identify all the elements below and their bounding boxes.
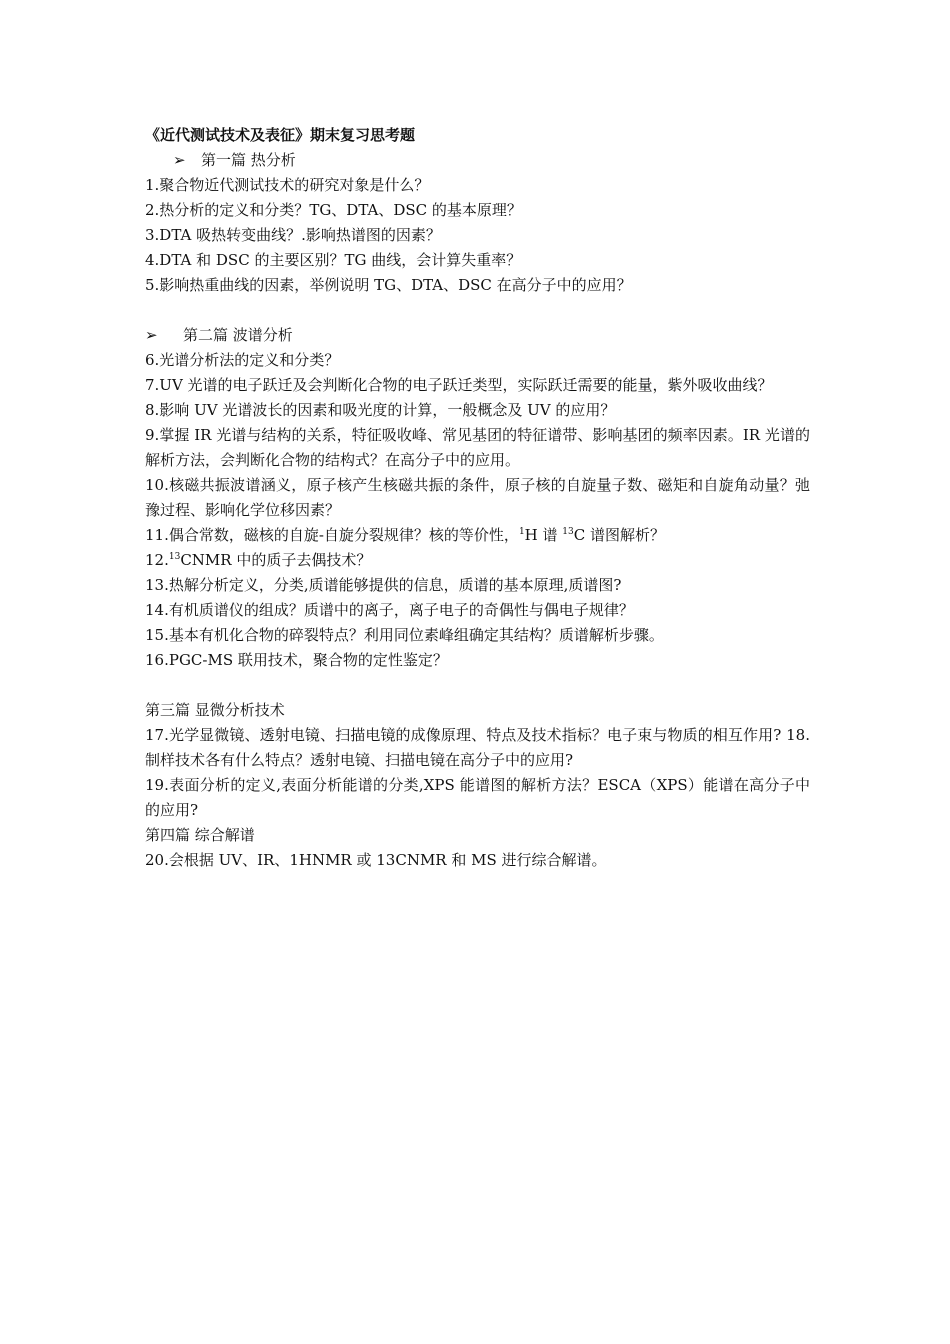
question-11-text-a: 11.偶合常数，磁核的自旋-自旋分裂规律？核的等价性， <box>145 526 519 544</box>
question-9: 9.掌握 IR 光谱与结构的关系，特征吸收峰、常见基团的特征谱带、影响基团的频率因素。IR 光谱的解析方法，会判断化合物的结构式？在高分子中的应用。 <box>145 426 810 469</box>
question-12-text-a: 12. <box>145 551 169 569</box>
question-16: 16.PGC-MS 联用技术，聚合物的定性鉴定？ <box>145 651 448 669</box>
document-title: 《近代测试技术及表征》期末复习思考题 <box>145 126 416 144</box>
superscript-mass-13: 13 <box>562 527 574 537</box>
section-2-title: 第二篇 波谱分析 <box>183 326 293 344</box>
question-13: 13.热解分析定义，分类,质谱能够提供的信息，质谱的基本原理,质谱图? <box>145 576 622 594</box>
arrow-bullet-icon: ➢ <box>145 326 158 344</box>
question-14: 14.有机质谱仪的组成？质谱中的离子，离子电子的奇偶性与偶电子规律？ <box>145 601 634 619</box>
question-5: 5.影响热重曲线的因素，举例说明 TG、DTA、DSC 在高分子中的应用？ <box>145 276 632 294</box>
question-6: 6.光谱分析法的定义和分类？ <box>145 351 340 369</box>
question-15: 15.基本有机化合物的碎裂特点？利用同位素峰组确定其结构？质谱解析步骤。 <box>145 626 664 644</box>
question-17-18: 17.光学显微镜、透射电镜、扫描电镜的成像原理、特点及技术指标？电子束与物质的相互作用? 18.制样技术各有什么特点？透射电镜、扫描电镜在高分子中的应用? <box>145 726 810 769</box>
superscript-mass-1: 1 <box>518 527 525 537</box>
question-4: 4.DTA 和 DSC 的主要区别？TG 曲线，会计算失重率？ <box>145 251 522 269</box>
question-1: 1.聚合物近代测试技术的研究对象是什么？ <box>145 176 430 194</box>
question-12 <box>145 548 810 573</box>
question-12-text-b: CNMR 中的质子去偶技术？ <box>180 551 372 569</box>
section-2-heading <box>145 323 810 348</box>
question-10: 10.核磁共振波谱涵义，原子核产生核磁共振的条件，原子核的自旋量子数、磁矩和自旋角动量？弛豫过程、影响化学位移因素？ <box>145 476 810 519</box>
arrow-bullet-icon: ➢ <box>173 151 186 169</box>
question-19: 19.表面分析的定义,表面分析能谱的分类,XPS 能谱图的解析方法？ESCA（XPS）能谱在高分子中的应用? <box>145 776 810 819</box>
question-11-text-b: H 谱 <box>524 526 563 544</box>
document-page <box>145 123 810 873</box>
superscript-mass-13: 13 <box>168 552 181 562</box>
section-4-heading: 第四篇 综合解谱 <box>145 826 255 844</box>
section-gap <box>145 673 810 698</box>
question-11 <box>145 523 810 548</box>
section-1-title: 第一篇 热分析 <box>201 151 296 169</box>
question-2: 2.热分析的定义和分类？TG、DTA、DSC 的基本原理？ <box>145 201 522 219</box>
question-20: 20.会根据 UV、IR、1HNMR 或 13CNMR 和 MS 进行综合解谱。 <box>145 851 607 869</box>
section-gap <box>145 298 810 323</box>
question-8: 8.影响 UV 光谱波长的因素和吸光度的计算，一般概念及 UV 的应用？ <box>145 401 616 419</box>
question-3: 3.DTA 吸热转变曲线？.影响热谱图的因素？ <box>145 226 441 244</box>
question-11-text-c: C 谱图解析？ <box>573 526 665 544</box>
question-7: 7.UV 光谱的电子跃迁及会判断化合物的电子跃迁类型，实际跃迁需要的能量，紫外吸收曲线？ <box>145 376 773 394</box>
section-1-heading <box>145 148 810 173</box>
section-3-heading: 第三篇 显微分析技术 <box>145 701 285 719</box>
